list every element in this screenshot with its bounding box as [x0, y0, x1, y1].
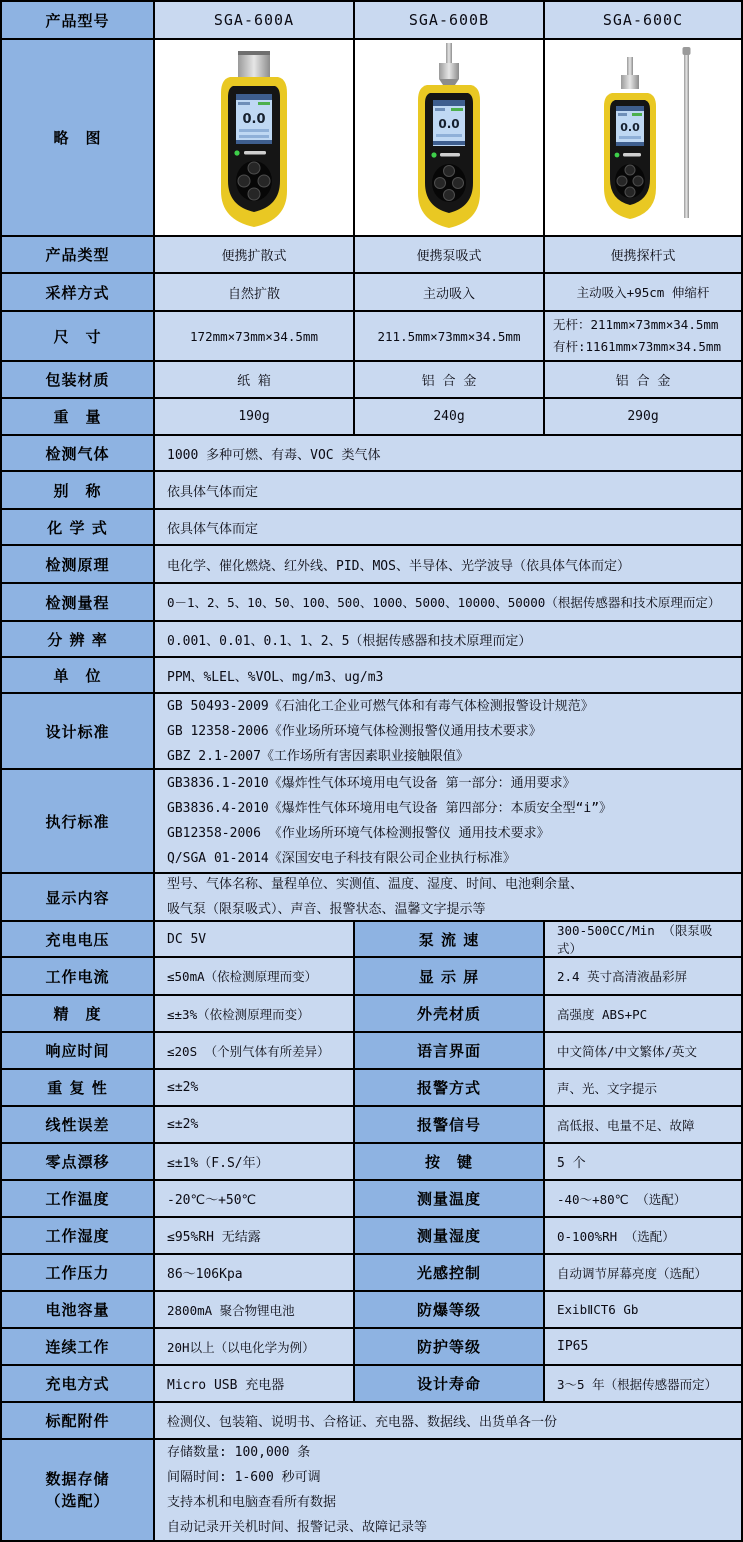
sampling-c: 主动吸入+95cm 伸缩杆 [545, 274, 743, 312]
design-standard-line: GB 12358-2006《作业场所环境气体检测报警仪通用技术要求》 [167, 723, 542, 739]
row-standard-accessories [2, 1403, 743, 1440]
row-product-model [2, 2, 743, 40]
model-name-sga-600a: SGA-600A [155, 2, 355, 40]
product-model-label: 产品型号 [2, 2, 155, 40]
repeatability-label: 重 复 性 [2, 1070, 155, 1107]
weight-label: 重 量 [2, 399, 155, 436]
row-zero-drift-buttons [2, 1144, 743, 1181]
device-a-image [194, 43, 314, 233]
battery-capacity-label: 电池容量 [2, 1292, 155, 1329]
device-illustration-sga-600b [355, 40, 545, 237]
packing-a: 纸 箱 [155, 362, 355, 399]
weight-a: 190g [155, 399, 355, 436]
data-storage-label-line1: 数据存储 [45, 1469, 110, 1488]
row-sampling-method [2, 274, 743, 312]
measure-temp-label: 测量温度 [355, 1181, 545, 1218]
size-c [545, 312, 743, 362]
language-value: 中文简体/中文繁体/英文 [545, 1033, 743, 1070]
working-temp-label: 工作温度 [2, 1181, 155, 1218]
repeatability-value: ≤±2% [155, 1070, 355, 1107]
working-pressure-label: 工作压力 [2, 1255, 155, 1292]
device-b-image [389, 43, 509, 233]
data-storage-line: 自动记录开关机时间、报警记录、故障记录等 [167, 1520, 428, 1535]
display-content-line: 吸气泵（限泵吸式）、声音、报警状态、温馨文字提示等 [167, 902, 486, 917]
display-content-line: 型号、气体名称、量程单位、实测值、温度、湿度、时间、电池剩余量、 [167, 877, 584, 892]
executive-standard-line: GB3836.1-2010《爆炸性气体环境用电气设备 第一部分：通用要求》 [167, 776, 576, 791]
executive-standard-label: 执行标准 [2, 770, 155, 874]
design-life-label: 设计寿命 [355, 1366, 545, 1403]
row-repeatability-alarm-mode [2, 1070, 743, 1107]
alias-label: 别 称 [2, 472, 155, 510]
display-content-value [155, 874, 743, 922]
pump-flow-value: 300-500CC/Min （限泵吸式） [545, 922, 743, 958]
data-storage-line: 存储数量: 100,000 条 [167, 1445, 311, 1460]
data-storage-label [2, 1440, 155, 1542]
working-current-label: 工作电流 [2, 958, 155, 996]
protection-grade-value: IP65 [545, 1329, 743, 1366]
design-standard-label: 设计标准 [2, 694, 155, 770]
working-current-value: ≤50mA（依检测原理而变） [155, 958, 355, 996]
product-type-label: 产品类型 [2, 237, 155, 274]
row-product-type [2, 237, 743, 274]
device-led [431, 152, 436, 157]
packing-b: 铝 合 金 [355, 362, 545, 399]
device-led [234, 150, 239, 155]
row-unit [2, 658, 743, 694]
size-a: 172mm×73mm×34.5mm [155, 312, 355, 362]
display-screen-label: 显 示 屏 [355, 958, 545, 996]
continuous-work-value: 20H以上（以电化学为例） [155, 1329, 355, 1366]
working-pressure-value: 86～106Kpa [155, 1255, 355, 1292]
row-response-time-language [2, 1033, 743, 1070]
light-control-label: 光感控制 [355, 1255, 545, 1292]
resolution-value: 0.001、0.01、0.1、1、2、5（根据传感器和技术原理而定） [155, 622, 743, 658]
charge-voltage-value: DC 5V [155, 922, 355, 958]
unit-value: PPM、%LEL、%VOL、mg/m3、ug/m3 [155, 658, 743, 694]
shell-material-value: 高强度 ABS+PC [545, 996, 743, 1033]
accuracy-label: 精 度 [2, 996, 155, 1033]
protection-grade-label: 防护等级 [355, 1329, 545, 1366]
telescopic-rod [684, 53, 689, 218]
detection-range-value: 0－1、2、5、10、50、100、500、1000、5000、10000、50000（根据传感器和技术原理而定） [155, 584, 743, 622]
row-detection-principle [2, 546, 743, 584]
detection-range-label: 检测量程 [2, 584, 155, 622]
executive-standard-line: Q/SGA 01-2014《深国安电子科技有限公司企业执行标准》 [167, 851, 516, 866]
detected-gas-value: 1000 多种可燃、有毒、VOC 类气体 [155, 436, 743, 472]
measure-humidity-label: 测量湿度 [355, 1218, 545, 1255]
standard-accessories-value: 检测仪、包装箱、说明书、合格证、充电器、数据线、出货单各一份 [155, 1403, 743, 1440]
model-name-sga-600b: SGA-600B [355, 2, 545, 40]
row-working-current-display [2, 958, 743, 996]
row-alias [2, 472, 743, 510]
size-label: 尺 寸 [2, 312, 155, 362]
executive-standard-value [155, 770, 743, 874]
data-storage-label-line2: （选配） [45, 1492, 110, 1510]
linearity-error-label: 线性误差 [2, 1107, 155, 1144]
design-standard-line: GBZ 2.1-2007《工作场所有害因素职业接触限值》 [167, 748, 469, 764]
row-size [2, 312, 743, 362]
display-content-label: 显示内容 [2, 874, 155, 922]
row-packing-material [2, 362, 743, 399]
row-working-humidity-measure-humidity [2, 1218, 743, 1255]
shell-material-label: 外壳材质 [355, 996, 545, 1033]
alias-value: 依具体气体而定 [155, 472, 743, 510]
row-working-pressure-light-control [2, 1255, 743, 1292]
sampling-a: 自然扩散 [155, 274, 355, 312]
resolution-label: 分 辨 率 [2, 622, 155, 658]
design-standard-value [155, 694, 743, 770]
battery-capacity-value: 2800mA 聚合物锂电池 [155, 1292, 355, 1329]
product-type-a: 便携扩散式 [155, 237, 355, 274]
row-accuracy-shell [2, 996, 743, 1033]
standard-accessories-label: 标配附件 [2, 1403, 155, 1440]
zero-drift-value: ≤±1%（F.S/年） [155, 1144, 355, 1181]
row-data-storage [2, 1440, 743, 1542]
sampling-label: 采样方式 [2, 274, 155, 312]
working-humidity-value: ≤95%RH 无结露 [155, 1218, 355, 1255]
device-c-image [578, 43, 708, 233]
row-executive-standard [2, 770, 743, 874]
weight-c: 290g [545, 399, 743, 436]
alarm-mode-value: 声、光、文字提示 [545, 1070, 743, 1107]
data-storage-value [155, 1440, 743, 1542]
svg-text:0.0: 0.0 [620, 120, 640, 134]
charging-method-label: 充电方式 [2, 1366, 155, 1403]
explosion-proof-value: ExibⅡCT6 Gb [545, 1292, 743, 1329]
charging-method-value: Micro USB 充电器 [155, 1366, 355, 1403]
measure-humidity-value: 0-100%RH （选配） [545, 1218, 743, 1255]
data-storage-line: 间隔时间: 1-600 秒可调 [167, 1470, 321, 1485]
row-sketch [2, 40, 743, 237]
row-weight [2, 399, 743, 436]
alarm-signal-label: 报警信号 [355, 1107, 545, 1144]
packing-c: 铝 合 金 [545, 362, 743, 399]
device-led [615, 152, 620, 157]
detection-principle-label: 检测原理 [2, 546, 155, 584]
product-type-b: 便携泵吸式 [355, 237, 545, 274]
linearity-error-value: ≤±2% [155, 1107, 355, 1144]
sketch-label: 略 图 [2, 40, 155, 237]
detected-gas-label: 检测气体 [2, 436, 155, 472]
design-life-value: 3～5 年（根据传感器而定） [545, 1366, 743, 1403]
row-working-temp-measure-temp [2, 1181, 743, 1218]
response-time-value: ≤20S （个别气体有所差异） [155, 1033, 355, 1070]
svg-text:0.0: 0.0 [242, 111, 266, 127]
working-humidity-label: 工作湿度 [2, 1218, 155, 1255]
size-c-with-rod: 有杆:1161mm×73mm×34.5mm [553, 339, 721, 354]
row-detection-range [2, 584, 743, 622]
row-linearity-alarm-signal [2, 1107, 743, 1144]
alarm-signal-value: 高低报、电量不足、故障 [545, 1107, 743, 1144]
continuous-work-label: 连续工作 [2, 1329, 155, 1366]
charge-voltage-label: 充电电压 [2, 922, 155, 958]
row-battery-explosion-proof [2, 1292, 743, 1329]
explosion-proof-label: 防爆等级 [355, 1292, 545, 1329]
unit-label: 单 位 [2, 658, 155, 694]
executive-standard-line: GB12358-2006 《作业场所环境气体检测报警仪 通用技术要求》 [167, 826, 550, 841]
measure-temp-value: -40～+80℃ （选配） [545, 1181, 743, 1218]
display-screen-value: 2.4 英寸高清液晶彩屏 [545, 958, 743, 996]
executive-standard-line: GB3836.4-2010《爆炸性气体环境用电气设备 第四部分：本质安全型“i”》 [167, 801, 613, 816]
row-charge-voltage-pump-flow [2, 922, 743, 958]
buttons-value: 5 个 [545, 1144, 743, 1181]
buttons-label: 按 键 [355, 1144, 545, 1181]
row-detected-gas [2, 436, 743, 472]
row-resolution [2, 622, 743, 658]
product-type-c: 便携探杆式 [545, 237, 743, 274]
working-temp-value: -20℃～+50℃ [155, 1181, 355, 1218]
alarm-mode-label: 报警方式 [355, 1070, 545, 1107]
svg-text:0.0: 0.0 [438, 116, 460, 131]
zero-drift-label: 零点漂移 [2, 1144, 155, 1181]
model-name-sga-600c: SGA-600C [545, 2, 743, 40]
pump-flow-label: 泵 流 速 [355, 922, 545, 958]
row-chemical-formula [2, 510, 743, 546]
row-design-standard [2, 694, 743, 770]
chemical-formula-value: 依具体气体而定 [155, 510, 743, 546]
size-b: 211.5mm×73mm×34.5mm [355, 312, 545, 362]
response-time-label: 响应时间 [2, 1033, 155, 1070]
size-c-no-rod: 无杆：211mm×73mm×34.5mm [553, 317, 719, 332]
sampling-b: 主动吸入 [355, 274, 545, 312]
language-label: 语言界面 [355, 1033, 545, 1070]
data-storage-line: 支持本机和电脑查看所有数据 [167, 1495, 337, 1510]
row-display-content [2, 874, 743, 922]
device-illustration-sga-600c [545, 40, 743, 237]
weight-b: 240g [355, 399, 545, 436]
accuracy-value: ≤±3%（依检测原理而变） [155, 996, 355, 1033]
detection-principle-value: 电化学、催化燃烧、红外线、PID、MOS、半导体、光学波导（依具体气体而定） [155, 546, 743, 584]
light-control-value: 自动调节屏幕亮度（选配） [545, 1255, 743, 1292]
row-continuous-work-protection [2, 1329, 743, 1366]
chemical-formula-label: 化 学 式 [2, 510, 155, 546]
design-standard-line: GB 50493-2009《石油化工企业可燃气体和有毒气体检测报警设计规范》 [167, 698, 594, 714]
device-illustration-sga-600a [155, 40, 355, 237]
row-charging-method-design-life [2, 1366, 743, 1403]
packing-label: 包装材质 [2, 362, 155, 399]
